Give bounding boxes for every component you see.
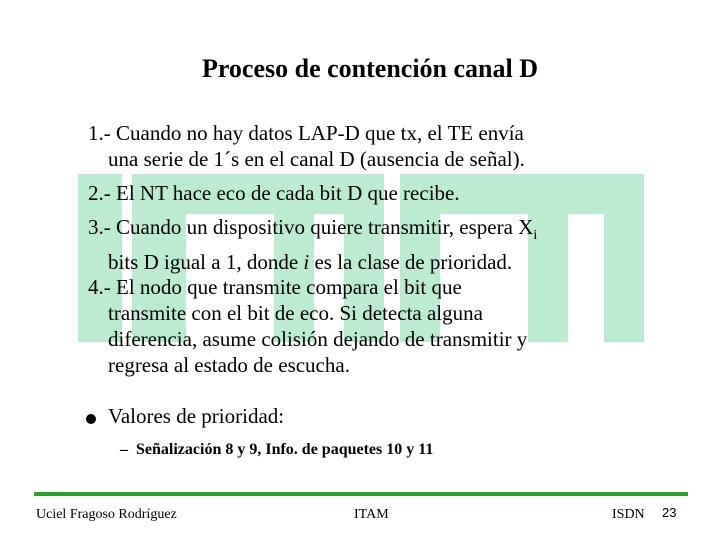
footer-author: Uciel Fragoso Rodríguez: [36, 507, 177, 522]
item-3-line-1: [88, 215, 538, 244]
numbered-item-3: [88, 214, 537, 275]
footer-rule: [34, 492, 688, 496]
item-1-line-2: una serie de 1´s en el canal D (ausencia de señal).: [108, 147, 525, 171]
item-4-line-4: regresa al estado de escucha.: [108, 353, 350, 377]
item-2-line-1: 2.- El NT hace eco de cada bit D que recibe.: [88, 181, 460, 205]
bullet-icon: [86, 414, 96, 424]
item-4-line-3: diferencia, asume colisión dejando de transmitir y: [108, 327, 528, 351]
sub-bullet: [120, 441, 433, 459]
item-4-line-2: transmite con el bit de eco. Si detecta alguna: [108, 301, 483, 325]
item-4-line-1: 4.- El nodo que transmite compara el bit que: [88, 275, 462, 299]
italic-i: i: [303, 250, 310, 275]
item-3-line-2-pre: bits D igual a 1, donde: [108, 250, 304, 275]
item-3-line-2-post: es la clase de prioridad.: [309, 250, 513, 275]
numbered-item-2: [88, 180, 460, 206]
item-3-line-2: [88, 249, 537, 275]
numbered-item-4: [88, 274, 527, 378]
slide-title: Proceso de contención canal D: [201, 54, 539, 83]
item-3-line-1-text: 3.- Cuando un dispositivo quiere transmitir, espera X: [88, 215, 534, 239]
numbered-item-1: [88, 120, 525, 172]
footer-institution: ITAM: [354, 507, 389, 522]
footer-course: ISDN: [612, 507, 645, 522]
sub-bullet-text: Señalización 8 y 9, Info. de paquetes 10 y 11: [136, 441, 434, 458]
bullet-priority-values: Valores de prioridad:: [108, 404, 285, 428]
dash-icon: –: [120, 441, 128, 458]
subscript-i: i: [533, 228, 538, 244]
item-1-line-1: 1.- Cuando no hay datos LAP-D que tx, el TE envía: [88, 121, 524, 145]
page-number: 23: [662, 505, 677, 520]
